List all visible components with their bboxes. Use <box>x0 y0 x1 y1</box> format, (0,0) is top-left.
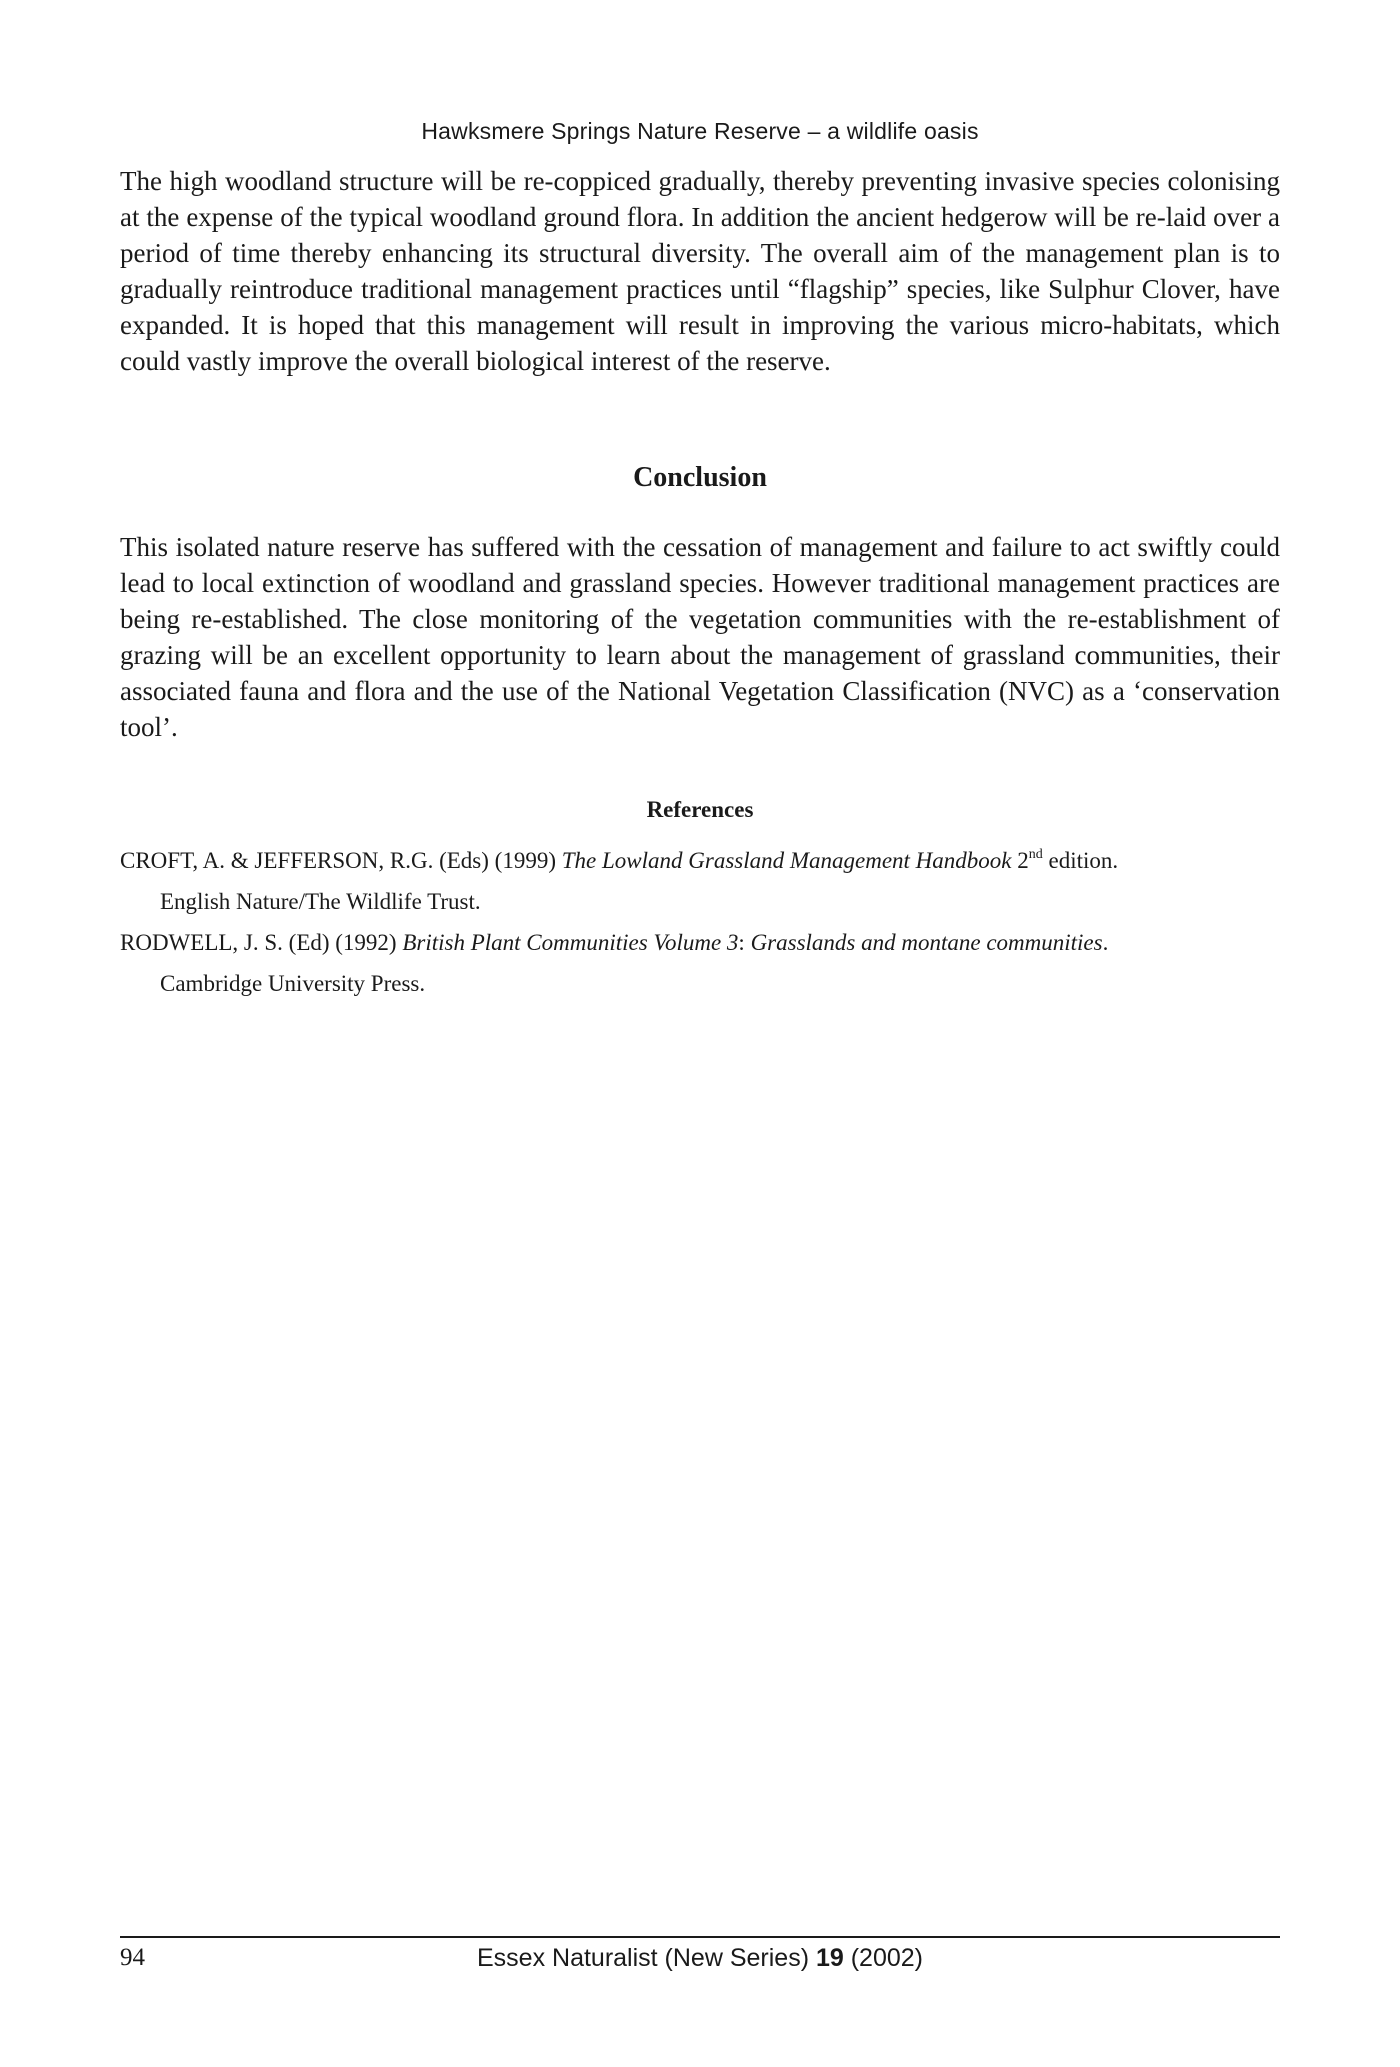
reference-title: British Plant Communities Volume 3 <box>402 930 739 955</box>
conclusion-paragraph: This isolated nature reserve has suffered with the cessation of management and failure to act swiftly could lead to local extinction of woodland and grassland species. However traditional management practices are being re-established. The close monitoring of the vegetation communities with the re-establishment of grazing will be an excellent opportunity to learn about the management of grassland communities, their associated fauna and flora and the use of the National Vegetation Classification (NVC) as a ‘conservation tool’. <box>120 532 1280 742</box>
conclusion-heading: Conclusion <box>633 462 767 493</box>
reference-subtitle: Grasslands and montane communities <box>750 930 1103 955</box>
footer-rule <box>120 1936 1280 1938</box>
reference-end: . <box>1102 930 1109 955</box>
reference-edition-suffix: nd <box>1028 847 1043 862</box>
reference-item <box>120 922 1285 1004</box>
page-number: 94 <box>120 1944 145 1971</box>
reference-item <box>120 840 1285 922</box>
running-head: Hawksmere Springs Nature Reserve – a wildlife oasis <box>421 118 979 144</box>
journal-year: (2002) <box>843 1944 923 1972</box>
reference-publisher: Cambridge University Press. <box>160 971 426 996</box>
reference-list <box>120 840 1285 1004</box>
journal-volume: 19 <box>815 1944 844 1972</box>
reference-separator: : <box>738 930 751 955</box>
journal-name: Essex Naturalist (New Series) <box>476 1944 816 1972</box>
body-paragraph: The high woodland structure will be re-coppiced gradually, thereby preventing invasive species colonising at the expense of the typical woodland ground flora. In addition the ancient hedgerow will be re-laid over a period of time thereby enhancing its structural diversity. The overall aim of the management plan is to gradually reintroduce traditional management practices until “flagship” species, like Sulphur Clover, have expanded. It is hoped that this management will result in improving the various micro-habitats, which could vastly improve the overall biological interest of the reserve. <box>120 166 1280 376</box>
journal-citation <box>0 1944 1400 1973</box>
references-heading: References <box>646 797 754 822</box>
reference-edition-rest: edition. <box>1042 848 1119 873</box>
reference-authors: RODWELL, J. S. (Ed) (1992) <box>120 930 403 955</box>
reference-publisher: English Nature/The Wildlife Trust. <box>160 889 481 914</box>
reference-edition-number: 2 <box>1011 848 1029 873</box>
reference-authors: CROFT, A. & JEFFERSON, R.G. (Eds) (1999) <box>120 848 562 873</box>
reference-title: The Lowland Grassland Management Handbook <box>561 848 1012 873</box>
